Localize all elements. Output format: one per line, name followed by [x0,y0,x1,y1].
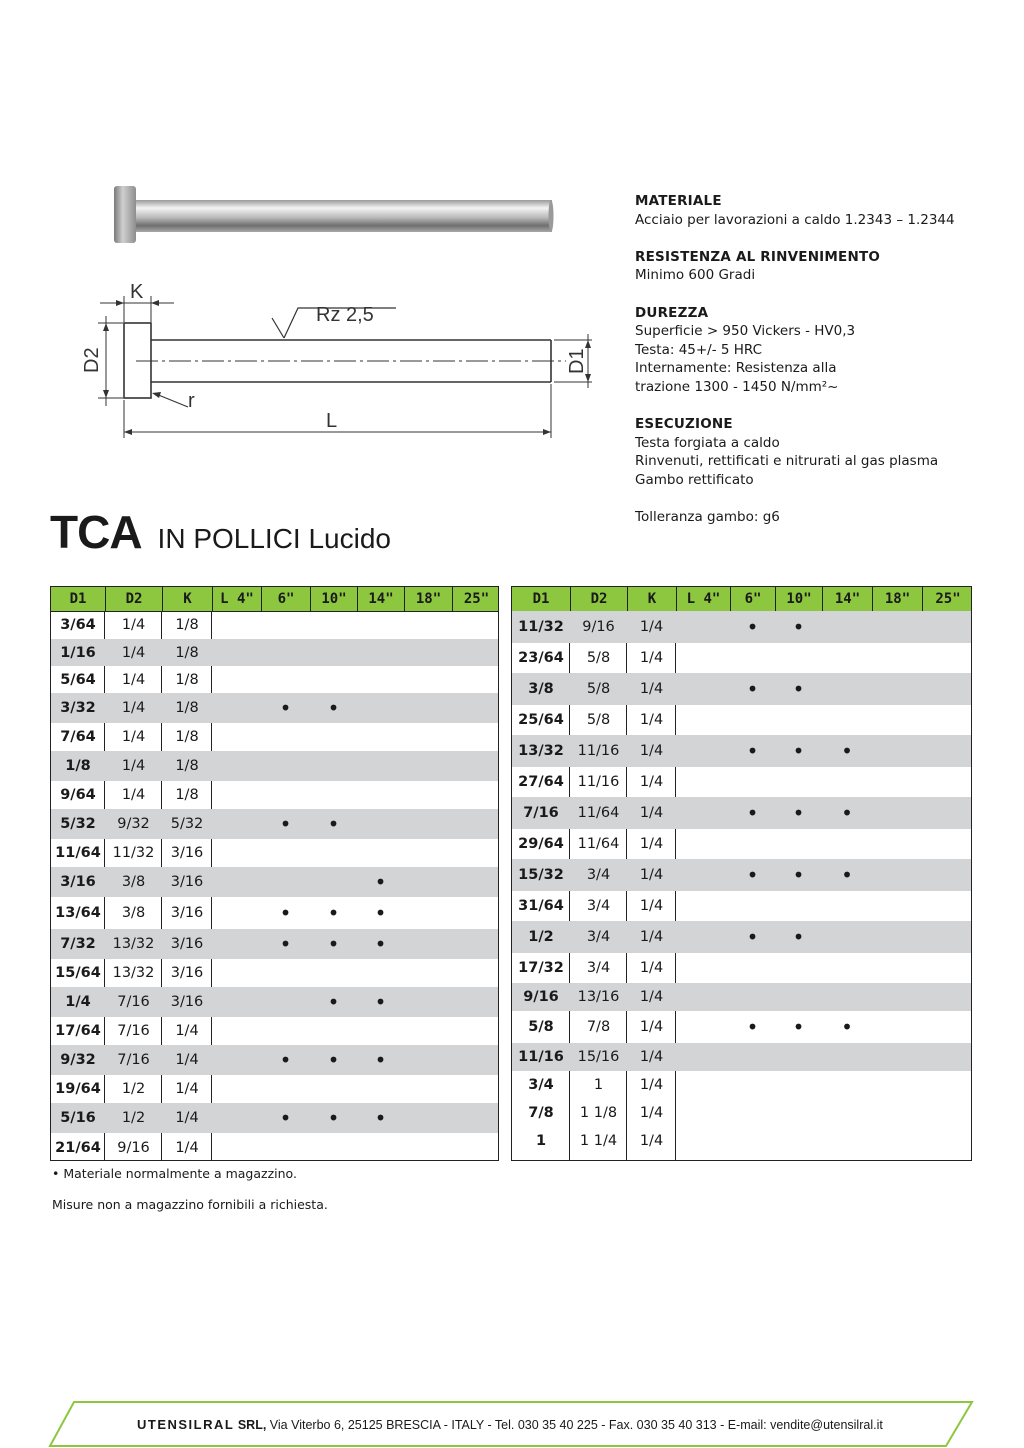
stock-dot: • [792,801,805,825]
cell-d1: 1/8 [65,758,91,774]
stock-dot: • [746,925,759,949]
cell-k: 1/4 [175,1023,199,1039]
specifications [635,192,995,527]
cell-d2: 1 1/4 [579,1133,618,1149]
column-header: 6" [261,587,310,611]
ejector-pin-photo [112,186,557,246]
stock-dot: • [327,1048,340,1072]
cell-d2: 3/4 [586,898,611,914]
cell-d1: 5/8 [528,1019,554,1035]
cell-d2: 3/8 [121,874,146,890]
cell-d1: 19/64 [55,1081,101,1097]
dim-label-r: r [188,390,195,412]
stock-dot: • [279,1106,292,1130]
spec-line: trazione 1300 - 1450 N/mm²~ [635,378,839,395]
spec-durezza [635,304,995,397]
cell-k: 1/4 [639,898,664,914]
cell-d2: 3/4 [586,929,611,945]
table-row [51,959,498,987]
table-row [512,797,971,829]
size-table-left [50,586,499,1161]
table-row [512,921,971,953]
column-header: 10" [310,587,357,611]
cell-d2: 1/2 [121,1081,146,1097]
cell-d1: 13/64 [55,905,101,921]
stock-dot: • [746,677,759,701]
cell-k: 1/4 [639,867,664,883]
cell-d1: 11/16 [518,1049,564,1065]
cell-k: 3/16 [170,936,204,952]
cell-k: 1/4 [639,929,664,945]
table-row [512,1127,971,1155]
stock-dot: • [792,677,805,701]
cell-d2: 5/8 [586,712,611,728]
spec-title: DUREZZA [635,304,709,321]
column-header: 25" [452,587,500,611]
cell-d1: 3/32 [60,700,96,716]
table-row [51,929,498,959]
cell-k: 1/8 [175,644,199,661]
cell-k: 1/4 [639,1077,664,1093]
spec-line: Testa: 45+/- 5 HRC [635,341,763,358]
stock-dot: • [746,739,759,763]
table-row [51,897,498,929]
cell-d2: 11/64 [577,805,620,821]
stock-dot: • [374,1106,387,1130]
cell-d2: 9/32 [117,816,150,832]
stock-dot: • [841,739,853,763]
table-row [51,839,498,867]
column-header: L 4" [676,587,730,611]
stock-dot: • [327,1106,340,1130]
cell-k: 1/4 [639,960,664,976]
cell-d2: 7/8 [586,1019,611,1035]
cell-d2: 9/16 [582,619,615,635]
stock-dot: • [374,990,387,1014]
cell-d2: 13/32 [112,965,155,981]
cell-d1: 31/64 [518,898,564,914]
cell-k: 1/4 [175,1052,199,1068]
table-row [512,1099,971,1127]
cell-d2: 11/16 [577,743,620,759]
cell-d1: 15/32 [518,867,564,883]
cell-d2: 11/32 [112,845,155,861]
cell-d2: 1/4 [121,617,146,633]
cell-d1: 29/64 [518,836,564,852]
footer-details: Via Viterbo 6, 25125 BRESCIA - ITALY - Tel. 030 35 40 225 - Fax. 030 35 40 313 - E-mail: vendite@utensilral.it [266,1418,883,1432]
cell-d1: 15/64 [55,965,101,981]
stock-dot: • [746,1015,759,1039]
column-header: D1 [69,591,87,607]
cell-d2: 1 [593,1077,604,1093]
cell-k: 1/8 [175,787,199,803]
column-header: D1 [532,591,550,607]
cell-d1: 17/64 [55,1023,101,1039]
table-row [512,673,971,705]
stock-dot: • [792,615,805,639]
cell-d2: 9/16 [117,1139,150,1156]
cell-d2: 5/8 [586,681,611,697]
stock-dot: • [792,1015,805,1039]
spec-materiale [635,192,995,229]
cell-d1: 3/8 [528,681,554,697]
column-header: D2 [105,587,162,611]
product-subtitle: IN POLLICI Lucido [157,523,391,554]
table-row [51,1103,498,1133]
table-header [512,587,971,612]
table-row [512,1043,971,1071]
cell-d1: 23/64 [518,650,564,666]
footer-srl: SRL, [237,1418,267,1432]
table-row [51,693,498,723]
cell-k: 1/4 [639,1105,664,1121]
cell-d1: 3/16 [60,874,96,890]
cell-k: 1/4 [639,743,664,759]
cell-k: 1/8 [175,729,199,745]
cell-d2: 1/4 [121,644,146,661]
stock-dot: • [792,925,805,949]
cell-k: 1/4 [175,1139,199,1156]
cell-k: 3/16 [170,965,204,981]
cell-d2: 13/16 [577,989,620,1005]
cell-d2: 1 1/8 [579,1105,618,1121]
cell-d1: 1/2 [528,929,554,945]
footer-brand: UTENSILRAL [137,1417,235,1432]
cell-d2: 1/4 [121,700,146,716]
cell-d1: 5/16 [60,1110,96,1126]
cell-d1: 27/64 [518,774,564,790]
cell-d2: 3/4 [586,960,611,976]
stock-dot: • [374,901,387,925]
cell-d1: 1/16 [60,644,96,661]
stock-dot: • [746,615,759,639]
cell-k: 3/16 [170,845,204,861]
cell-k: 1/8 [175,758,199,774]
cell-d1: 1/4 [65,994,91,1010]
size-table-right [511,586,972,1161]
table-row [51,1017,498,1045]
column-header: D2 [570,587,627,611]
stock-dot: • [841,1015,853,1039]
cell-d2: 11/64 [577,836,620,852]
table-row [51,751,498,781]
cell-d2: 3/8 [121,905,146,921]
stock-dot: • [746,801,759,825]
cell-d1: 21/64 [55,1139,101,1156]
table-row [512,1011,971,1043]
column-header: 18" [872,587,922,611]
stock-dot: • [279,1048,292,1072]
spec-line: Rinvenuti, rettificati e nitrurati al gas plasma [635,453,939,470]
column-header: K [627,587,676,611]
cell-k: 3/16 [170,905,204,921]
cell-d2: 11/16 [577,774,620,790]
cell-k: 1/4 [639,989,664,1005]
table-row [51,1045,498,1075]
spec-resistenza [635,248,995,285]
table-row [51,666,498,693]
cell-d1: 3/4 [528,1077,554,1093]
table-row [51,987,498,1017]
cell-d1: 5/64 [60,671,96,688]
stock-dot: • [279,932,292,956]
stock-dot: • [327,901,340,925]
cell-d1: 25/64 [518,712,564,728]
cell-d1: 9/32 [60,1052,96,1068]
stock-dot: • [746,863,759,887]
cell-k: 1/4 [175,1081,199,1097]
cell-k: 1/8 [175,617,199,633]
table-row [51,611,498,639]
technical-drawing [76,276,606,446]
cell-k: 1/4 [639,774,664,790]
table-row [512,735,971,767]
column-header: L 4" [212,587,261,611]
stock-dot: • [841,863,853,887]
stock-dot: • [841,801,853,825]
cell-k: 1/8 [175,700,199,716]
cell-d1: 7/64 [60,729,96,745]
table-row [51,781,498,809]
cell-k: 1/4 [639,1133,664,1149]
cell-d1: 1 [535,1133,547,1149]
spec-line: Internamente: Resistenza alla [635,360,837,377]
stock-dot: • [374,1048,387,1072]
spec-title: RESISTENZA AL RINVENIMENTO [635,248,881,265]
cell-d2: 3/4 [586,867,611,883]
cell-d1: 5/32 [60,816,96,832]
column-header: 25" [922,587,973,611]
table-row [51,639,498,666]
cell-d2: 1/2 [121,1110,146,1126]
stock-dot: • [374,932,387,956]
table-row [512,767,971,797]
request-note: Misure non a magazzino fornibili a richiesta. [52,1197,328,1212]
cell-d2: 1/4 [121,729,146,745]
spec-line: Minimo 600 Gradi [635,267,756,284]
spec-esecuzione [635,415,995,489]
cell-d1: 11/64 [55,845,101,861]
cell-k: 1/4 [639,1019,664,1035]
stock-dot: • [327,812,340,836]
cell-d1: 7/16 [523,805,559,821]
cell-d1: 11/32 [518,619,564,635]
stock-dot: • [327,990,340,1014]
cell-k: 3/16 [170,994,204,1010]
cell-d2: 1/4 [121,671,146,688]
cell-k: 1/4 [639,1049,664,1065]
cell-d2: 15/16 [577,1049,620,1065]
dim-label-l: L [326,410,338,432]
cell-k: 1/4 [175,1110,199,1126]
cell-d2: 13/32 [112,936,155,952]
stock-dot: • [279,901,292,925]
cell-d2: 1/4 [121,787,146,803]
column-header: 14" [357,587,404,611]
table-row [51,1133,498,1162]
cell-d1: 7/8 [528,1105,554,1121]
cell-k: 1/4 [639,712,664,728]
table-row [51,1075,498,1103]
spec-line: Acciaio per lavorazioni a caldo 1.2343 – 1.2344 [635,211,955,228]
column-header: 6" [730,587,775,611]
spec-title: ESECUZIONE [635,416,733,433]
cell-k: 1/4 [639,805,664,821]
cell-d1: 13/32 [518,743,564,759]
cell-d1: 3/64 [60,617,96,633]
column-header: 18" [404,587,452,611]
table-row [512,611,971,643]
spec-line: Gambo rettificato [635,471,754,488]
column-header: 10" [775,587,822,611]
cell-k: 3/16 [170,874,204,890]
spec-tolleranza: Tolleranza gambo: g6 [635,509,780,526]
cell-k: 1/4 [639,650,664,666]
stock-dot: • [792,863,805,887]
table-row [512,705,971,735]
column-header: 14" [822,587,872,611]
table-row [512,859,971,891]
cell-k: 5/32 [170,816,204,832]
dim-label-d1: D1 [566,348,588,374]
page-title [50,505,391,559]
cell-d2: 1/4 [121,758,146,774]
dim-label-k: K [130,281,144,303]
table-row [512,983,971,1011]
cell-d1: 7/32 [60,936,96,952]
cell-d1: 9/64 [60,787,96,803]
spec-line: Superficie > 950 Vickers - HV0,3 [635,323,856,340]
cell-k: 1/4 [639,619,664,635]
stock-dot: • [327,932,340,956]
product-code: TCA [50,506,142,558]
table-row [512,891,971,921]
table-row [512,643,971,673]
table-row [51,867,498,897]
cell-d2: 5/8 [586,650,611,666]
stock-dot: • [279,696,292,720]
spec-title: MATERIALE [635,193,722,209]
cell-d1: 17/32 [518,960,564,976]
cell-d2: 7/16 [117,1023,150,1039]
table-row [512,829,971,859]
stock-note: • Materiale normalmente a magazzino. [52,1166,297,1181]
dim-label-rz: Rz 2,5 [316,304,374,326]
spec-line: Testa forgiata a caldo [635,434,780,451]
table-row [51,809,498,839]
column-header: K [162,587,212,611]
stock-dot: • [279,812,292,836]
dim-label-d2: D2 [81,347,103,373]
footer-contact [137,1417,883,1432]
cell-k: 1/4 [639,681,664,697]
cell-d1: 9/16 [523,989,559,1005]
stock-dot: • [792,739,805,763]
stock-dot: • [374,870,387,894]
table-row [512,1071,971,1099]
cell-d2: 7/16 [117,1052,150,1068]
stock-dot: • [327,696,340,720]
cell-k: 1/4 [639,836,664,852]
cell-d2: 7/16 [117,994,150,1010]
table-row [512,953,971,983]
table-header [51,587,498,612]
table-row [51,723,498,751]
cell-k: 1/8 [175,671,199,688]
